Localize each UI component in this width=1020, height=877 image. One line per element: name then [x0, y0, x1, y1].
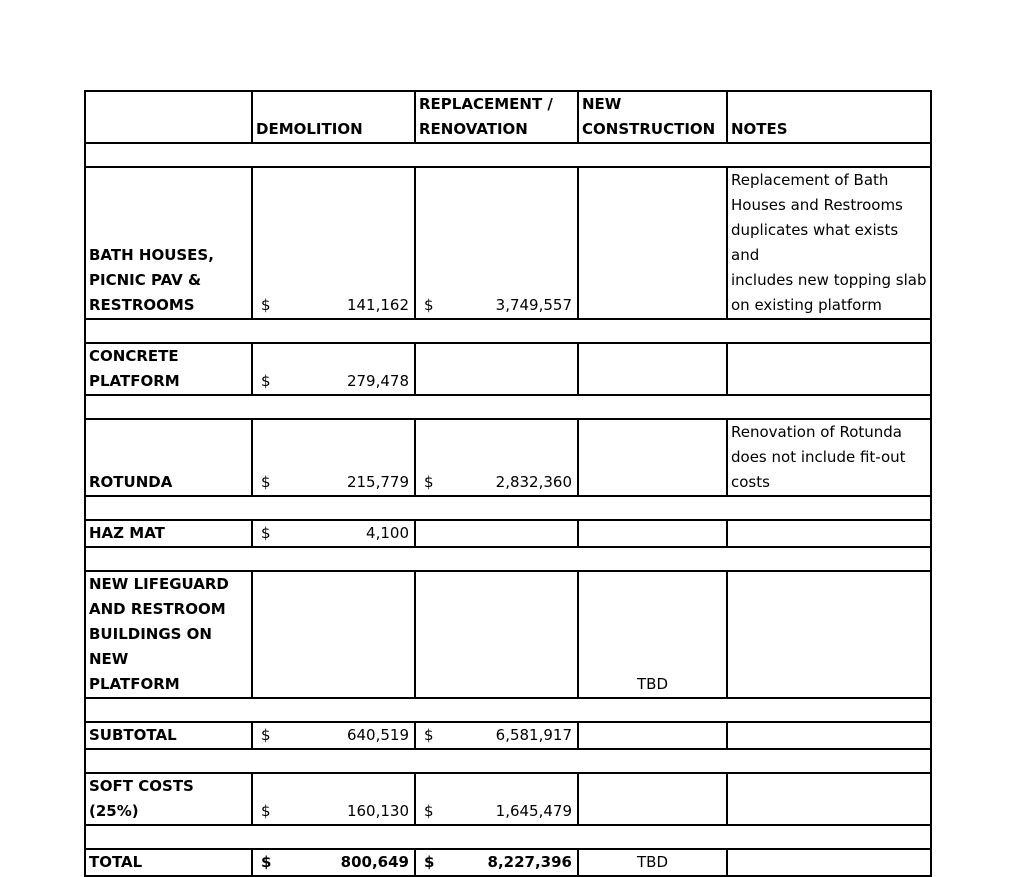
cell-notes-concrete-platform[interactable] [727, 343, 931, 395]
cell-notes-subtotal[interactable] [727, 722, 931, 749]
note-line: Houses and Restrooms [731, 196, 903, 214]
cell-demolition-total[interactable] [252, 849, 415, 876]
note-line: includes new topping slab [731, 271, 927, 289]
currency-symbol: $ [261, 372, 271, 390]
currency-symbol: $ [261, 853, 272, 871]
cell-notes-new-lifeguard[interactable] [727, 571, 931, 698]
cell-replacement-new-lifeguard[interactable] [415, 571, 578, 698]
currency-symbol: $ [261, 802, 271, 820]
header-demolition[interactable] [252, 91, 415, 143]
cell-notes-soft-costs[interactable] [727, 773, 931, 825]
amount: 640,519 [346, 726, 409, 744]
table-row-bath-houses [85, 167, 931, 319]
header-replacement[interactable] [415, 91, 578, 143]
amount: 6,581,917 [495, 726, 572, 744]
cell-notes-haz-mat[interactable] [727, 520, 931, 547]
currency-symbol: $ [261, 726, 271, 744]
row-label-new-lifeguard[interactable] [85, 571, 252, 698]
row-label-haz-mat[interactable] [85, 520, 252, 547]
cell-new-bath-houses[interactable] [578, 167, 727, 319]
amount: 3,749,557 [495, 296, 572, 314]
tbd-value: TBD [636, 853, 668, 871]
currency-symbol: $ [261, 524, 271, 542]
amount: 4,100 [366, 524, 409, 542]
label-line: ROTUNDA [89, 473, 173, 491]
cell-new-rotunda[interactable] [578, 419, 727, 496]
currency-symbol: $ [424, 296, 434, 314]
label-line: TOTAL [89, 853, 143, 871]
cell-replacement-total[interactable] [415, 849, 578, 876]
amount: 8,227,396 [487, 853, 572, 871]
label-line: SOFT COSTS (25%) [89, 777, 194, 820]
spacer-row [85, 143, 931, 167]
label-line: SUBTOTAL [89, 726, 177, 744]
cell-replacement-haz-mat[interactable] [415, 520, 578, 547]
note-line: Replacement of Bath [731, 171, 889, 189]
label-line: AND RESTROOM [89, 600, 226, 618]
cell-new-subtotal[interactable] [578, 722, 727, 749]
cell-demolition-subtotal[interactable] [252, 722, 415, 749]
currency-symbol: $ [424, 726, 434, 744]
note-line: does not include fit-out [731, 448, 906, 466]
amount: 800,649 [340, 853, 409, 871]
label-line: CONCRETE [89, 347, 179, 365]
cell-replacement-soft-costs[interactable] [415, 773, 578, 825]
note-line: costs [731, 473, 770, 491]
header-row [85, 91, 931, 143]
amount: 279,478 [346, 372, 409, 390]
spacer-row [85, 395, 931, 419]
table-row-concrete-platform [85, 343, 931, 395]
spacer-row [85, 698, 931, 722]
spacer-row [85, 547, 931, 571]
cell-demolition-haz-mat[interactable] [252, 520, 415, 547]
header-notes-text: NOTES [731, 120, 788, 138]
row-label-rotunda[interactable] [85, 419, 252, 496]
cost-estimate-table [84, 90, 932, 877]
header-new-line1: NEW [582, 95, 622, 113]
table-row-haz-mat [85, 520, 931, 547]
cell-demolition-rotunda[interactable] [252, 419, 415, 496]
row-label-concrete-platform[interactable] [85, 343, 252, 395]
label-line: HAZ MAT [89, 524, 165, 542]
currency-symbol: $ [424, 853, 435, 871]
table-row-soft-costs [85, 773, 931, 825]
cell-new-concrete-platform[interactable] [578, 343, 727, 395]
header-replacement-line2: RENOVATION [419, 120, 528, 138]
label-line: PICNIC PAV & [89, 271, 202, 289]
cell-demolition-concrete-platform[interactable] [252, 343, 415, 395]
amount: 1,645,479 [495, 802, 572, 820]
currency-symbol: $ [261, 296, 271, 314]
header-replacement-line1: REPLACEMENT / [419, 95, 553, 113]
tbd-value: TBD [636, 675, 668, 693]
amount: 2,832,360 [495, 473, 572, 491]
spacer-row [85, 749, 931, 773]
table-row-total [85, 849, 931, 876]
cell-demolition-new-lifeguard[interactable] [252, 571, 415, 698]
amount: 141,162 [346, 296, 409, 314]
cell-new-soft-costs[interactable] [578, 773, 727, 825]
label-line: RESTROOMS [89, 296, 195, 314]
table-row-subtotal [85, 722, 931, 749]
note-line: duplicates what exists and [731, 221, 899, 264]
spacer-row [85, 825, 931, 849]
header-new-line2: CONSTRUCTION [582, 120, 716, 138]
note-line: Renovation of Rotunda [731, 423, 902, 441]
cell-new-haz-mat[interactable] [578, 520, 727, 547]
row-label-soft-costs[interactable] [85, 773, 252, 825]
label-line: PLATFORM [89, 675, 180, 693]
spacer-row [85, 496, 931, 520]
spacer-row [85, 319, 931, 343]
amount: 215,779 [346, 473, 409, 491]
header-notes[interactable] [727, 91, 931, 143]
table-row-rotunda [85, 419, 931, 496]
table-row-new-lifeguard [85, 571, 931, 698]
cell-demolition-soft-costs[interactable] [252, 773, 415, 825]
note-line: on existing platform [731, 296, 882, 314]
cell-replacement-bath-houses[interactable] [415, 167, 578, 319]
amount: 160,130 [346, 802, 409, 820]
row-label-subtotal[interactable] [85, 722, 252, 749]
cell-replacement-rotunda[interactable] [415, 419, 578, 496]
label-line: NEW LIFEGUARD [89, 575, 229, 593]
cell-notes-bath-houses[interactable] [727, 167, 931, 319]
header-new-construction[interactable] [578, 91, 727, 143]
cell-replacement-subtotal[interactable] [415, 722, 578, 749]
label-line: BATH HOUSES, [89, 246, 214, 264]
cell-new-total[interactable] [578, 849, 727, 876]
currency-symbol: $ [261, 473, 271, 491]
row-label-total[interactable] [85, 849, 252, 876]
header-blank-cell[interactable] [85, 91, 252, 143]
cell-demolition-bath-houses[interactable] [252, 167, 415, 319]
cell-new-new-lifeguard[interactable] [578, 571, 727, 698]
currency-symbol: $ [424, 473, 434, 491]
header-demolition-text: DEMOLITION [256, 120, 363, 138]
label-line: BUILDINGS ON NEW [89, 625, 212, 668]
row-label-bath-houses[interactable] [85, 167, 252, 319]
cell-notes-rotunda[interactable] [727, 419, 931, 496]
cell-notes-total[interactable] [727, 849, 931, 876]
cell-replacement-concrete-platform[interactable] [415, 343, 578, 395]
label-line: PLATFORM [89, 372, 180, 390]
currency-symbol: $ [424, 802, 434, 820]
